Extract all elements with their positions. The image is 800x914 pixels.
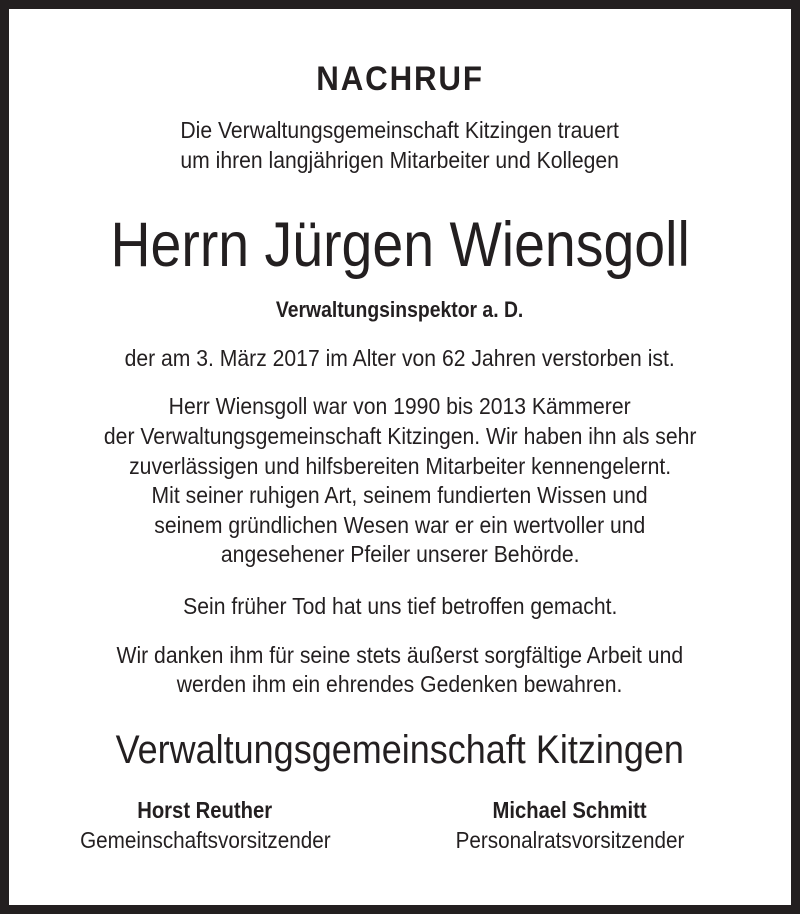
signatory-role-text: Gemeinschaftsvorsitzender: [79, 827, 331, 853]
signatory-name-text: Horst Reuther: [137, 797, 273, 823]
intro-line-2: [0, 148, 800, 172]
thanks-line-2: [0, 672, 800, 696]
signatory-role: [25, 828, 385, 852]
tribute-line-3: [0, 454, 800, 478]
thanks-text-1: Wir danken ihm für seine stets äußerst sorgfältige Arbeit und: [116, 642, 684, 668]
tribute-line-6: [0, 542, 800, 566]
organization-name: [0, 730, 800, 770]
deceased-name: [0, 210, 800, 280]
tribute-text-2: der Verwaltungsgemeinschaft Kitzingen. Wir haben ihn als sehr: [103, 423, 697, 449]
grief-line-text: Sein früher Tod hat uns tief betroffen gemacht.: [182, 593, 618, 619]
tribute-line-4: [0, 483, 800, 507]
signatory-2: [390, 798, 750, 852]
tribute-text-4: Mit seiner ruhigen Art, seinem fundierten Wissen und: [151, 482, 649, 508]
signatory-name-text: Michael Schmitt: [492, 797, 648, 823]
intro-line-1: [0, 118, 800, 142]
deceased-title-text: Verwaltungsinspektor a. D.: [276, 297, 524, 322]
tribute-text-3: zuverlässigen und hilfsbereiten Mitarbeiter kennengelernt.: [129, 453, 671, 479]
signatory-1: [25, 798, 385, 852]
intro-text-2: um ihren langjährigen Mitarbeiter und Kollegen: [180, 147, 620, 173]
deceased-name-text: Herrn Jürgen Wiensgoll: [110, 210, 690, 280]
thanks-line-1: [0, 643, 800, 667]
death-line: [0, 346, 800, 370]
thanks-text-2: werden ihm ein ehrendes Gedenken bewahren.: [177, 671, 623, 697]
tribute-text-5: seinem gründlichen Wesen war er ein wertvoller und: [154, 512, 646, 538]
signatory-name: [390, 798, 750, 822]
tribute-line-5: [0, 513, 800, 537]
tribute-text-6: angesehener Pfeiler unserer Behörde.: [220, 541, 580, 567]
tribute-line-1: [0, 394, 800, 418]
signatory-name: [25, 798, 385, 822]
tribute-line-2: [0, 424, 800, 448]
tribute-text-1: Herr Wiensgoll war von 1990 bis 2013 Kämmerer: [169, 393, 631, 419]
signatory-role: [390, 828, 750, 852]
death-line-text: der am 3. März 2017 im Alter von 62 Jahren verstorben ist.: [124, 345, 676, 371]
intro-text-1: Die Verwaltungsgemeinschaft Kitzingen trauert: [180, 117, 620, 143]
notice-heading-text: NACHRUF: [316, 60, 484, 98]
notice-heading: [0, 62, 800, 96]
signatory-role-text: Personalratsvorsitzender: [455, 827, 685, 853]
grief-line: [0, 594, 800, 618]
deceased-title: [0, 299, 800, 321]
organization-name-text: Verwaltungsgemeinschaft Kitzingen: [115, 728, 685, 772]
